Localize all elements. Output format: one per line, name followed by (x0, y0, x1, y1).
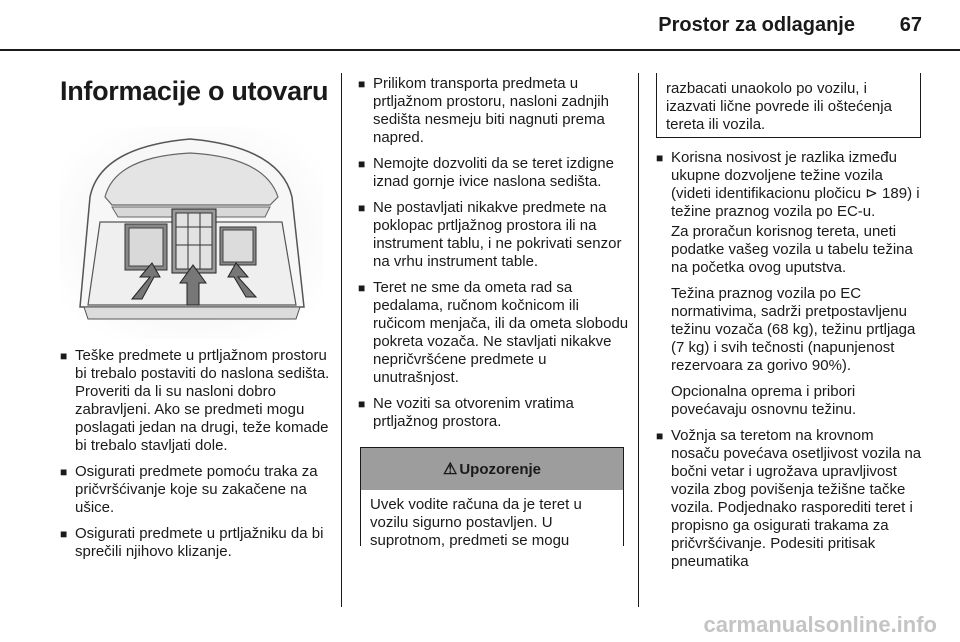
list-item: ■ Ne postavljati nikakve predmete na poklopac prtljažnog prostora ili na instrument tablu, i ne pokrivati senzor na vrhu instrument table. (358, 199, 622, 270)
list-item: ■ Osigurati predmete u prtljažniku da bi sprečili njihovo klizanje. (60, 525, 324, 560)
list-item: ■ Vožnja sa teretom na krovnom nosaču povećava osetljivost vozila na bočni vetar i ugrožava upravljivost vozila zbog povišenja težišne tačke vozila. Podjednako rasporediti teret i propisno ga osigurati trakama za pričvršćivanje. Podesiti pritisak pneumatika (656, 427, 922, 570)
warning-header (361, 448, 623, 490)
page-reference-number[interactable]: 189 (882, 185, 908, 202)
square-bullet-icon: ■ (60, 527, 68, 541)
list-item: ■ Prilikom transporta predmeta u prtljažnom prostoru, nasloni zadnjih sedišta nesmeju biti nagnuti prema napred. (358, 75, 609, 146)
square-bullet-icon: ■ (358, 281, 366, 295)
column-divider-1 (341, 73, 342, 607)
column-2 (358, 75, 630, 439)
section-title: Informacije o utovaru (60, 76, 329, 106)
warning-continued-text: razbacati unaokolo po vozilu, i izazvati lične povrede ili oštećenja tereta ili vozila. (666, 80, 892, 133)
list-item: ■ Korisna nosivost je razlika između ukupne dozvoljene težine vozila (videti identifikacionu pločicu ⊳ 189) i težine praznog vozila po EC-u. (656, 149, 920, 220)
warning-triangle-icon: ⚠ (442, 461, 458, 478)
square-bullet-icon: ■ (358, 201, 366, 215)
column-3 (656, 149, 924, 579)
warning-box (360, 447, 624, 549)
column-divider-2 (638, 73, 639, 607)
warning-heading: Upozorenje (459, 460, 542, 478)
paragraph: Za proračun korisnog tereta, uneti podatke vašeg vozila u tabelu težina na početka ovog uputstva. (671, 223, 913, 276)
header-rule (0, 49, 960, 51)
warning-text: Uvek vodite računa da je teret u vozilu sigurno postavljen. U suprotnom, predmeti se mogu (370, 496, 582, 549)
square-bullet-icon: ■ (656, 151, 664, 165)
square-bullet-icon: ■ (358, 157, 366, 171)
square-bullet-icon: ■ (358, 397, 366, 411)
column-1 (60, 347, 332, 569)
page-header-title: Prostor za odlaganje (658, 14, 855, 36)
list-item: ■ Teret ne sme da ometa rad sa pedalama, ručnom kočnicom ili ručicom menjača, ili da ometa slobodu pokreta vozača. Ne stavljati nikakve nepričvršćene predmete u unutrašnjost. (358, 279, 629, 386)
list-item: ■ Osigurati predmete pomoću traka za pričvršćivanje koje su zakačene na ušice. (60, 463, 318, 516)
square-bullet-icon: ■ (60, 465, 68, 479)
cargo-loading-illustration (60, 127, 323, 339)
paragraph: Težina praznog vozila po EC normativima, sadrži pretpostavljenu težinu vozača (68 kg), težinu prtljaga (7 kg) i svih tečnosti (napunjenost rezervoara za gorivo 90%). (671, 285, 916, 374)
list-item: ■ Ne voziti sa otvorenim vratima prtljažnog prostora. (358, 395, 574, 430)
page-number: 67 (899, 14, 922, 36)
list-item: ■ Nemojte dozvoliti da se teret izdigne iznad gornje ivice naslona sedišta. (358, 155, 614, 190)
page-reference-icon: ⊳ (865, 185, 878, 202)
warning-box-continued (656, 73, 921, 138)
paragraph: Opcionalna oprema i pribori povećavaju osnovnu težinu. (671, 383, 857, 418)
square-bullet-icon: ■ (656, 429, 664, 443)
list-item: ■ Teške predmete u prtljažnom prostoru bi trebalo postaviti do naslona sedišta. Proveriti da li su nasloni dobro zabravljeni. Ako se predmeti mogu poslagati jedan na drugi, teže komade bi trebalo stavljati dole. (60, 347, 330, 454)
square-bullet-icon: ■ (60, 349, 68, 363)
watermark: carmanualsonline.info (703, 612, 937, 637)
square-bullet-icon: ■ (358, 77, 366, 91)
